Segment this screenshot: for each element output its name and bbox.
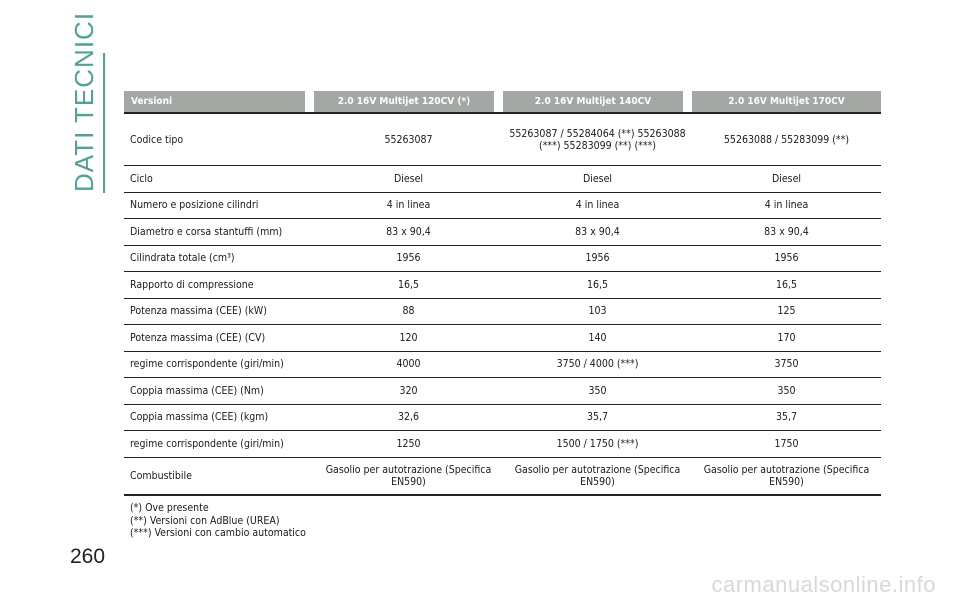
table-cell: 140 [503, 325, 692, 352]
table-cell: 55263088 / 55283099 (**) [692, 113, 881, 166]
table-cell: 170 [692, 325, 881, 352]
table-cell: 103 [503, 298, 692, 325]
table-cell: 32,6 [314, 404, 503, 431]
table-cell: 1956 [314, 245, 503, 272]
table-cell: 35,7 [503, 404, 692, 431]
footnotes [130, 502, 306, 540]
row-label: Diametro e corsa stantuffi (mm) [124, 219, 314, 246]
table-cell: 1500 / 1750 (***) [503, 431, 692, 458]
row-label: Coppia massima (CEE) (Nm) [124, 378, 314, 405]
table-cell: Diesel [503, 166, 692, 193]
row-label: Coppia massima (CEE) (kgm) [124, 404, 314, 431]
table-cell: 55263087 [314, 113, 503, 166]
footnote: (***) Versioni con cambio automatico [130, 527, 306, 539]
header-versioni: Versioni [124, 91, 305, 112]
row-label: Potenza massima (CEE) (kW) [124, 298, 314, 325]
table-row [124, 457, 881, 495]
table-row [124, 113, 881, 166]
table-cell: 83 x 90,4 [314, 219, 503, 246]
table-cell: 4 in linea [503, 192, 692, 219]
table-cell: 16,5 [692, 272, 881, 299]
table-cell: 120 [314, 325, 503, 352]
table-cell: 1750 [692, 431, 881, 458]
table-cell: 4000 [314, 351, 503, 378]
table-row [124, 431, 881, 458]
header-cell [124, 91, 314, 113]
table-cell: 35,7 [692, 404, 881, 431]
row-label: Codice tipo [124, 113, 314, 166]
table-cell: 1250 [314, 431, 503, 458]
table-cell: Gasolio per autotrazione (Specifica EN590) [692, 457, 881, 495]
table-cell: 1956 [503, 245, 692, 272]
table-cell: 4 in linea [314, 192, 503, 219]
section-title: DATI TECNICI [69, 11, 99, 192]
table-row [124, 192, 881, 219]
table-row [124, 351, 881, 378]
row-label: Ciclo [124, 166, 314, 193]
table-cell: 350 [503, 378, 692, 405]
table-cell: 3750 [692, 351, 881, 378]
page-number: 260 [70, 545, 106, 568]
watermark: carmanualsonline.info [711, 572, 936, 597]
row-label: Rapporto di compressione [124, 272, 314, 299]
footnote: (*) Ove presente [130, 502, 209, 514]
table-cell: 350 [692, 378, 881, 405]
table-cell: 125 [692, 298, 881, 325]
footnote: (**) Versioni con AdBlue (UREA) [130, 514, 280, 527]
table-cell: Gasolio per autotrazione (Specifica EN590) [503, 457, 692, 495]
table-cell: 88 [314, 298, 503, 325]
header-cell [692, 91, 881, 113]
row-label: Combustibile [124, 457, 314, 495]
table-row [124, 325, 881, 352]
table-cell: 83 x 90,4 [503, 219, 692, 246]
section-title-rule [103, 53, 105, 193]
row-label: Cilindrata totale (cm³) [124, 245, 314, 272]
table-cell: 1956 [692, 245, 881, 272]
table-cell: 16,5 [503, 272, 692, 299]
header-140cv: 2.0 16V Multijet 140CV [503, 91, 683, 112]
header-cell [503, 91, 692, 113]
table-cell: 3750 / 4000 (***) [503, 351, 692, 378]
table-cell: Diesel [314, 166, 503, 193]
table-cell: 16,5 [314, 272, 503, 299]
table-row [124, 404, 881, 431]
table-cell: 55263087 / 55284064 (**) 55263088 (***) 55283099 (**) (***) [503, 113, 692, 166]
row-label: regime corrispondente (giri/min) [124, 431, 314, 458]
row-label: regime corrispondente (giri/min) [124, 351, 314, 378]
table-cell: 320 [314, 378, 503, 405]
table-cell: Diesel [692, 166, 881, 193]
table-row [124, 219, 881, 246]
table-cell: Gasolio per autotrazione (Specifica EN590) [314, 457, 503, 495]
header-cell [314, 91, 503, 113]
table-row [124, 272, 881, 299]
header-120cv: 2.0 16V Multijet 120CV (*) [314, 91, 494, 112]
table-row [124, 166, 881, 193]
table-row [124, 298, 881, 325]
row-label: Numero e posizione cilindri [124, 192, 314, 219]
row-label: Potenza massima (CEE) (CV) [124, 325, 314, 352]
table-header-row [124, 91, 881, 113]
table-cell: 83 x 90,4 [692, 219, 881, 246]
table-row [124, 245, 881, 272]
table-cell: 4 in linea [692, 192, 881, 219]
table-row [124, 378, 881, 405]
engine-specs-table [124, 91, 881, 496]
header-170cv: 2.0 16V Multijet 170CV [692, 91, 881, 112]
